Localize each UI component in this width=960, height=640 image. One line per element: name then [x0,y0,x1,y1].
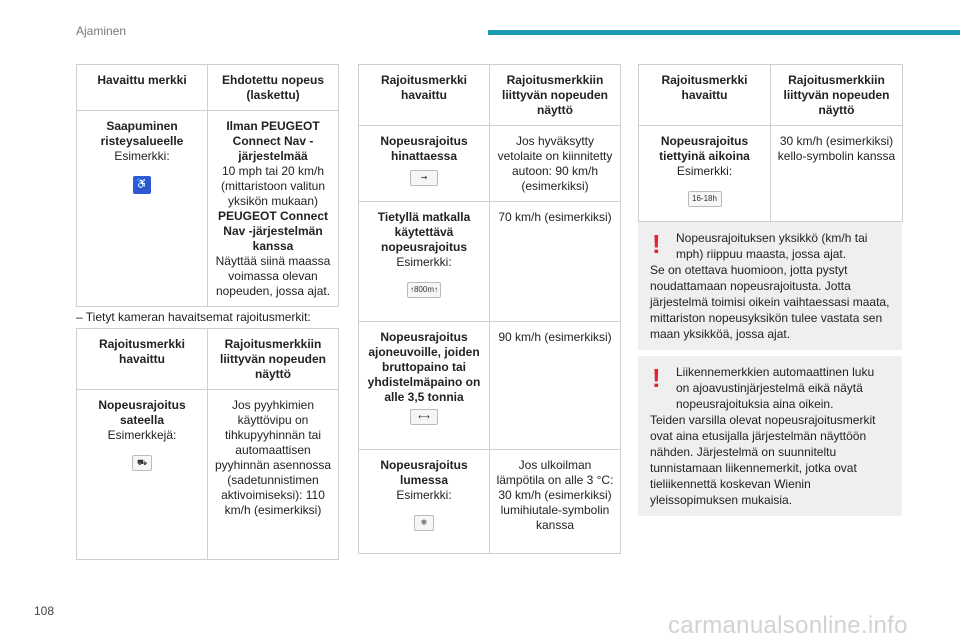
speed-value: Jos pyyhkimien käyttövipu on tihkupyyhinnän tai automaattisen pyyhinnän asennossa (sadetunnistimen aktivoimiseksi): 110 km/h (esimerkiksi) [214,398,332,517]
speed-condition-2: PEUGEOT Connect Nav -järjestelmän kanssa [217,209,328,253]
sign-title: Nopeusrajoitus tiettyinä aikoina [659,134,750,163]
pedestrian-zone-sign-icon: ♿ [133,176,151,194]
speed-cell [208,111,339,307]
sign-example-label: Esimerkkejä: [107,428,177,442]
accent-bar [488,30,960,35]
column-header-detected-sign: Rajoitusmerkki havaittu [359,65,490,126]
sign-cell [359,202,490,322]
speed-unit-warning [638,222,902,350]
speed-value: 30 km/h (esimerkiksi) kello-symbolin kanssa [777,134,896,163]
column-header-speed-display: Rajoitusmerkkiin liittyvän nopeuden näyttö [771,65,903,126]
column-header-detected-sign: Rajoitusmerkki havaittu [639,65,771,126]
speed-value-2: Näyttää siinä maassa voimassa olevan nopeuden, jossa ajat. [215,254,331,298]
warning-icon: ! [652,229,661,259]
towing-car-sign-icon: ⇝ [410,170,438,186]
sign-cell [359,450,490,554]
speed-cell [771,126,903,222]
sign-cell [77,111,208,307]
sign-title: Nopeusrajoitus ajoneuvoille, joiden bruttopaino tai yhdistelmäpaino on alle 3,5 tonnia [367,330,481,404]
column-header-detected-sign: Rajoitusmerkki havaittu [77,329,208,390]
speed-cell [208,390,339,560]
rain-car-sign-icon: ⛟ [132,455,152,471]
weight-limit-sign-icon: ⟷ [410,409,438,425]
speed-cell [490,450,621,554]
special-speed-limits-table [358,64,621,554]
sign-title: Tietyllä matkalla käytettävä nopeusrajoitus [377,210,471,254]
sign-title: Nopeusrajoitus sateella [98,398,186,427]
speed-value: Jos hyväksytty vetolaite on kiinnitetty autoon: 90 km/h (esimerkiksi) [497,134,613,193]
sign-title: Nopeusrajoitus hinattaessa [380,134,468,163]
sign-cell [77,390,208,560]
rain-speed-table [76,328,339,560]
sign-title: Nopeusrajoitus lumessa [380,458,468,487]
sign-cell [359,126,490,202]
warning-body-text: Teiden varsilla olevat nopeusrajoitusmerkit ovat aina etusijalla järjestelmän näyttöön nähden. Järjestelmä on suunniteltu tunnistamaan liikennemerkit, jotka ovat tieliikennettä koskevan Wienin yleissopimuksen mukaisia. [650,413,876,507]
warning-lead-text: Nopeusrajoituksen yksikkö (km/h tai mph) riippuu maasta, jossa ajat. [676,231,868,261]
speed-value: 70 km/h (esimerkiksi) [498,210,612,224]
sign-example-label: Esimerkki: [114,149,170,163]
column-header-speed-display: Rajoitusmerkkiin liittyvän nopeuden näyttö [208,329,339,390]
time-period-sign-icon: 16-18h [688,191,722,207]
column-header-speed-display: Rajoitusmerkkiin liittyvän nopeuden näyttö [490,65,621,126]
sign-title: Saapuminen risteysalueelle [100,119,184,148]
time-period-speed-table [638,64,903,222]
distance-800m-sign-icon: ↑800m↑ [407,282,441,298]
snowflake-sign-icon: ❄ [414,515,434,531]
sign-cell [359,322,490,450]
speed-condition-1: Ilman PEUGEOT Connect Nav -järjestelmää [226,119,320,163]
sign-example-label: Esimerkki: [396,488,452,502]
speed-value: 90 km/h (esimerkiksi) [498,330,612,344]
column-header-suggested-speed: Ehdotettu nopeus (laskettu) [208,65,339,111]
speed-cell [490,126,621,202]
speed-cell [490,322,621,450]
section-title: Ajaminen [76,24,127,38]
warning-lead-text: Liikennemerkkien automaattinen luku on ajoavustinjärjestelmä eikä näytä nopeusrajoituksia aina oikein. [676,365,875,411]
sign-example-label: Esimerkki: [396,255,452,269]
camera-signs-intro: – Tietyt kameran havaitsemat rajoitusmerkit: [76,310,311,324]
speed-cell [490,202,621,322]
warning-icon: ! [652,363,661,393]
recommended-speed-table [76,64,339,307]
speed-value-1: 10 mph tai 20 km/h (mittaristoon valitun yksikön mukaan) [220,164,326,208]
speed-value: Jos ulkoilman lämpötila on alle 3 °C: 30 km/h (esimerkiksi) lumihiutale-symbolin kanssa [496,458,614,532]
warning-body-text: Se on otettava huomioon, jotta pystyt noudattamaan nopeusrajoitusta. Jotta järjestelmä toimisi oikein vaihtaessasi maata, mittariston nopeusyksikön tulee vastata sen maan yksikköä, jossa ajat. [650,263,890,341]
watermark: carmanualsonline.info [668,612,908,639]
page-number: 108 [34,604,55,618]
sign-recognition-warning [638,356,902,516]
sign-cell [639,126,771,222]
column-header-detected-sign: Havaittu merkki [77,65,208,111]
sign-example-label: Esimerkki: [676,164,733,178]
